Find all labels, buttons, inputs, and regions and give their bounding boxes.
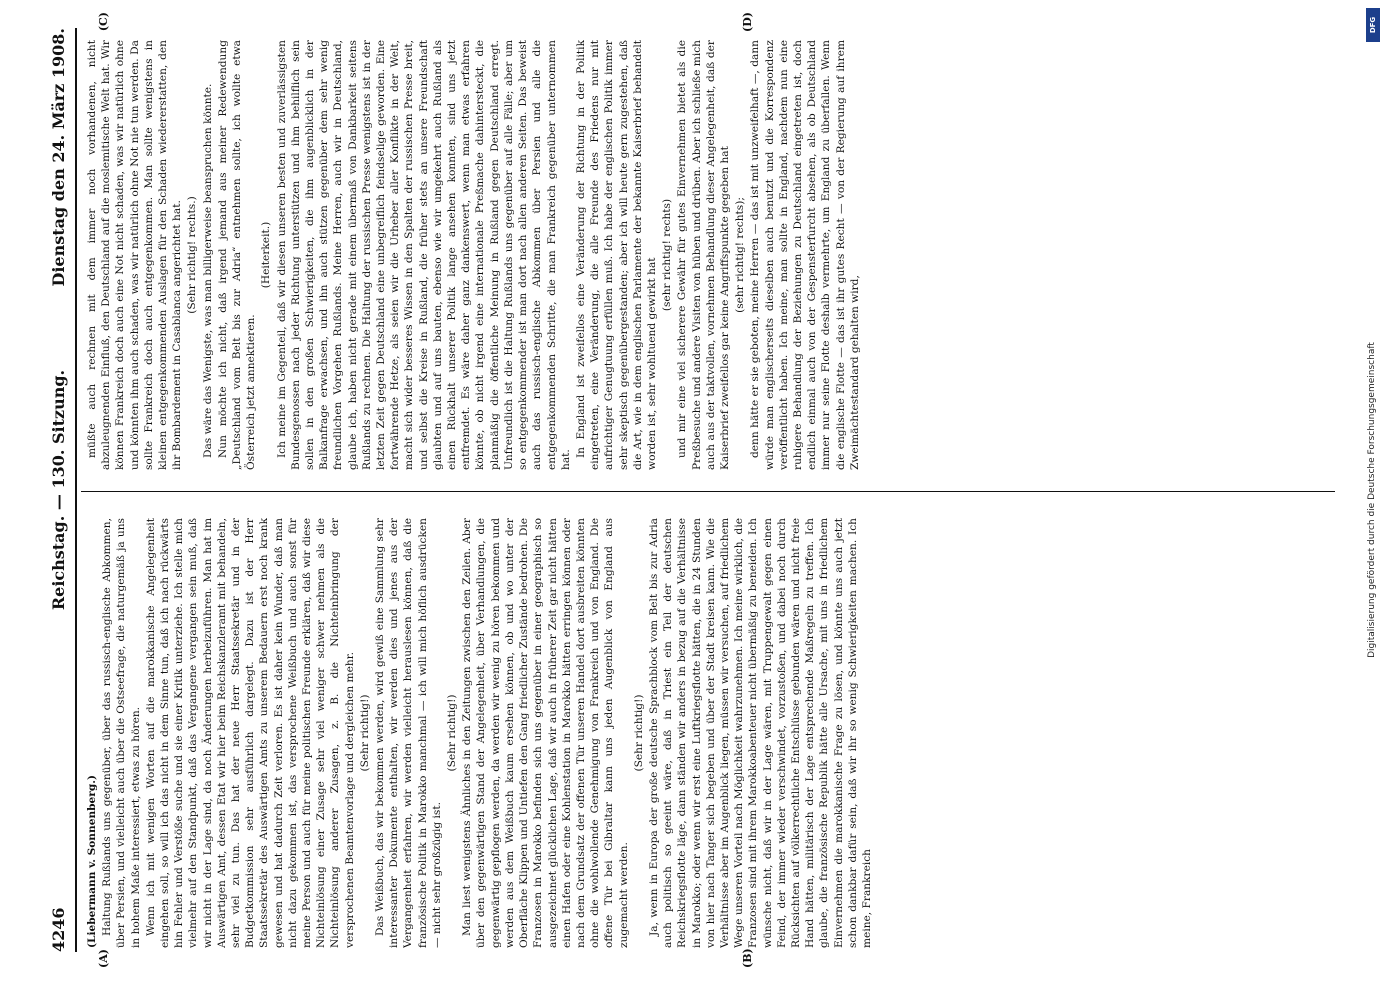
paragraph: Haltung Rußlands uns gegenüber, über das russisch-englische Abkommen, über Persien, und vielleicht auch über die Ostseefrage, die naturgemäß ja uns in hohem Maße interessiert, etwas zu hören. (101, 518, 142, 948)
paragraph: müßte auch rechnen mit dem immer noch vorhandenen, nicht abzuleugnenden Einfluß, den Deutschland auf die moslemitische Welt hat. Wir können Frankreich doch auch eine Not nicht schaden, was wir natürlich ohne und könnten ihm auch schaden, was wir natürlich ohne Not nie tun werden. Da sollte Frankreich doch auch entgegenkommen. Man sollte wenigstens in kleinen entgegenkommenden Auslagen für den Schaden wiedererstatten, den ihr Bombardement in Casablanca angerichtet hat. (86, 40, 184, 470)
marker-a: (A) (97, 949, 110, 968)
page-date: Dienstag den 24. März 1908. (49, 28, 68, 287)
interjection: (sehr richtig! rechts); (734, 197, 747, 313)
paragraph: Nun möchte ich nicht, daß irgend jemand aus meiner Redewendung „Deutschland vom Belt bis zur Adria“ entnehmen sollte, ich wollte etwa Österreich jetzt annektieren. (216, 40, 258, 470)
paragraph: Ich meine im Gegenteil, daß wir diesen unseren besten und zuverlässigsten Bundesgenossen nach jeder Richtung unterstützen und ihm behilflich sein sollen in den großen Schwierigkeiten, die ihm augenblicklich in der Balkanfrage erwachsen, und ihn auch stützen gegenüber dem sehr wenig freundlichen Vorgehen Rußlands. Meine Herren, auch wir in Deutschland, glaube ich, haben nicht gerade mit einem übermaß von Dankbarkeit seitens Rußlands zu rechnen. Die Haltung der russischen Presse wenigstens ist in der letzten Zeit gegen Deutschland eine unbegreiflich feindselige geworden. Eine fortwährende Hetze, als seien wir die Urheber aller Konflikte in der Welt, macht sich wider besseres Wissen in den Spalten der russischen Presse breit, und selbst die Kreise in Rußland, die früher stets an unsere Freundschaft glaubten und auf uns bauten, ebenso wie wir umgekehrt auch Rußland als einen Rückhalt unserer Politik lange ansehen konnten, sind uns jetzt entfremdet. Es wäre daher ganz dankenswert, wenn man etwas erfahren könnte, ob nicht irgend eine internationale Preßmache dahintersteckt, die planmäßig die öffentliche Meinung in Rußland gegen Deutschland erregt. Unfreundlich ist die Haltung Rußlands uns gegenüber auf alle Fälle; aber um so entgegenkommender ist man dort nach allen anderen Seiten. Das beweist auch das russisch-englische Abkommen über Persien und alle die entgegenkommenden Schritte, die man Frankreich gegenüber unternommen hat. (275, 40, 572, 470)
paragraph: Das Weißbuch, das wir bekommen werden, wird gewiß eine Sammlung sehr interessanter Dokumente enthalten, wir werden dies und jenes aus der Vergangenheit erfahren, wir werden vielleicht herauslesen können, daß die französische Politik in Marokko manchmal — ich will mich höflich ausdrücken — nicht sehr großzügig ist. (374, 518, 443, 948)
left-column (85, 518, 1333, 948)
speaker-name: (Liebermann v. Sonnenberg.) (86, 775, 98, 948)
page-title: Reichstag. — 130. Sitzung. (49, 369, 68, 611)
interjection: (Sehr richtig!) (632, 694, 645, 772)
marker-b: (B) (741, 948, 754, 968)
marker-d: (D) (741, 12, 754, 32)
interjection: (Heiterkeit.) (260, 221, 273, 289)
paragraph: In England ist zweifellos eine Veränderung der Richtung in der Politik eingetreten, eine Veränderung, die alle Freunde des Friedens nur mit aufrichtiger Genugtuung erfüllen muß. Ich habe der englischen Politik immer sehr skeptisch gegenübergestanden; aber ich will heute gern zugestehen, daß die Art, wie in dem englischen Parlamente der bekannte Kaiserbrief behandelt worden ist, sehr wohltuend gewirkt hat (574, 40, 658, 470)
page-number: 4246 (49, 907, 68, 952)
interjection: (Sehr richtig!) (446, 694, 459, 772)
paragraph: Man liest wenigstens Ähnliches in den Zeitungen zwischen den Zeilen. Aber über den gegenwärtigen Stand der Angelegenheit, über Verhandlungen, die gegenwärtig gepflogen werden, da werden wir wenig zu hören bekommen und werden aus dem Weißbuch kaum ersehen können, ob und wo unter der Oberfläche Klippen und Untiefen den Gang friedlicher Zustände bedrohen. Die Franzosen in Marokko befinden sich uns gegenüber in einer geographisch so ausgezeichnet glücklichen Lage, daß wir auch in früherer Zeit gar nicht hätten einen Hafen oder eine Kohlenstation in Marokko hätten erringen können oder nach dem Grundsatz der offenen Tür unseren Handel dort ausbreiten könnten ohne die wohlwollende Genehmigung von Frankreich und von England. Die offene Tür bei Gibraltar kann uns jeden Augenblick von England aus zugemacht werden. (461, 518, 630, 948)
right-column (85, 40, 1333, 470)
paragraph: denn hätte er sie geboten, meine Herren — das ist mit unzweifelhaft —, dann würde man englischerseits dieselben auch benutzt und die Korrespondenz veröffentlicht haben. Ich meine, man sollte in England, nachdem nun eine ruhigere Behandlung der Beziehungen zu Deutschland eingetreten ist, doch endlich einmal auch von der Gespensterfurcht absehen, als ob Deutschland immer nur seine Flotte deshalb vermehrte, um England zu überfallen. Wenn die englische Flotte — das ist ihr gutes Recht — von der Regierung auf ihrem Zweimächtestandard gehalten wird, (749, 40, 861, 470)
dfg-logo-text: DFG (1369, 16, 1377, 34)
interjection: (Sehr richtig! rechts.) (186, 196, 199, 314)
paragraph: Wenn ich mit wenigen Worten auf die marokkanische Angelegenheit eingehen soll, so will ich das nicht in dem Sinne tun, daß ich nach rückwärts hin Fehler und Verstöße suche und sie einer Kritik unterziehe. Ich stelle mich vielmehr auf den Standpunkt, daß das Vergangene vergangen sein muß, daß wir nicht in der Lage sind, da noch Änderungen herbeizuführen. Man hat im Auswärtigen Amt, dessen Etat wir hier beim Reichskanzleramt mit behandeln, sehr viel zu tun. Das hat der neue Herr Staatssekretär und in der Budgetkommission sehr ausführlich dargelegt. Dazu ist der Herr Staatssekretär des Auswärtigen Amts zu unserem Bedauern erst noch krank gewesen und hat dadurch Zeit verloren. Es ist daher kein Wunder, daß man nicht dazu gekommen ist, das versprochene Weißbuch und auch sonst für meine Person und auch für meine politischen Freunde erklären, daß wir diese Nichteinlösung einer Zusage sehr viel weniger schwer nehmen als die Nichteinlösung anderer Zusagen, z. B. die Nichteinbringung der versprochenen Beamtenvorlage und dergleichen mehr. (144, 518, 356, 948)
paragraph: Ja, wenn in Europa der große deutsche Sprachblock vom Belt bis zur Adria auch politisch so geeint wäre, daß in Triest ein Teil der deutschen Reichskriegsflotte läge, dann ständen wir anders in bezug auf die Verhältnisse in Marokko; oder wenn wir erst eine Luftkriegsflotte hätten, die in 24 Stunden von hier nach Tanger sich begeben und über der Stadt kreisen kann. Wie die Verhältnisse aber im Augenblick liegen, müssen wir versuchen, auf friedlichem Wege unseren Vorteil nach Möglichkeit wahrzunehmen. Ich meine wirklich, die Franzosen sind mit ihrem Marokkoabenteuer nicht übermäßig zu beneiden. Ich wünsche nicht, daß wir in der Lage wären, mit Truppengewalt gegen einen Feind, der immer wieder verschwindet, vorzustoßen, und dabei noch durch Rücksichten auf völkerrechtliche Entschlüsse gebunden wären und nicht freie Hand hätten, militärisch der Lage entsprechende Maßregeln zu treffen. Ich glaube, die französische Republik hätte alle Ursache, mit uns in friedlichem Einvernehmen die marokkanische Frage zu lösen, und könnte uns auch jetzt schon dankbar dafür sein, daß wir ihr so wenig Schwierigkeiten machen. Ich meine, Frankreich (647, 518, 873, 948)
page-header (49, 28, 75, 952)
interjection: (sehr richtig! rechts) (661, 198, 674, 312)
digitization-credit (1365, 10, 1379, 990)
paragraph: und mir eine viel sicherere Gewähr für gutes Einvernehmen bietet als die Preßbesuche und andere Visiten von hüben und drüben. Aber ich schließe mich auch aus der taktvollen, vornehmen Behandlung dieser Angelegenheit, daß der Kaiserbrief zweifellos gar keine Angriffspunkte gegeben hat (676, 40, 731, 470)
paragraph: Das wäre das Wenigste, was man billigerweise beanspruchen könnte. (201, 83, 214, 458)
marker-c: (C) (97, 12, 110, 32)
rotated-newspaper-page (41, 10, 1341, 970)
column-divider (81, 491, 1335, 492)
interjection: (Sehr richtig!) (358, 694, 371, 772)
header-rule (75, 28, 77, 952)
digitization-credit-text: Digitalisierung gefördert durch die Deutsche Forschungsgemeinschaft (1367, 342, 1377, 658)
